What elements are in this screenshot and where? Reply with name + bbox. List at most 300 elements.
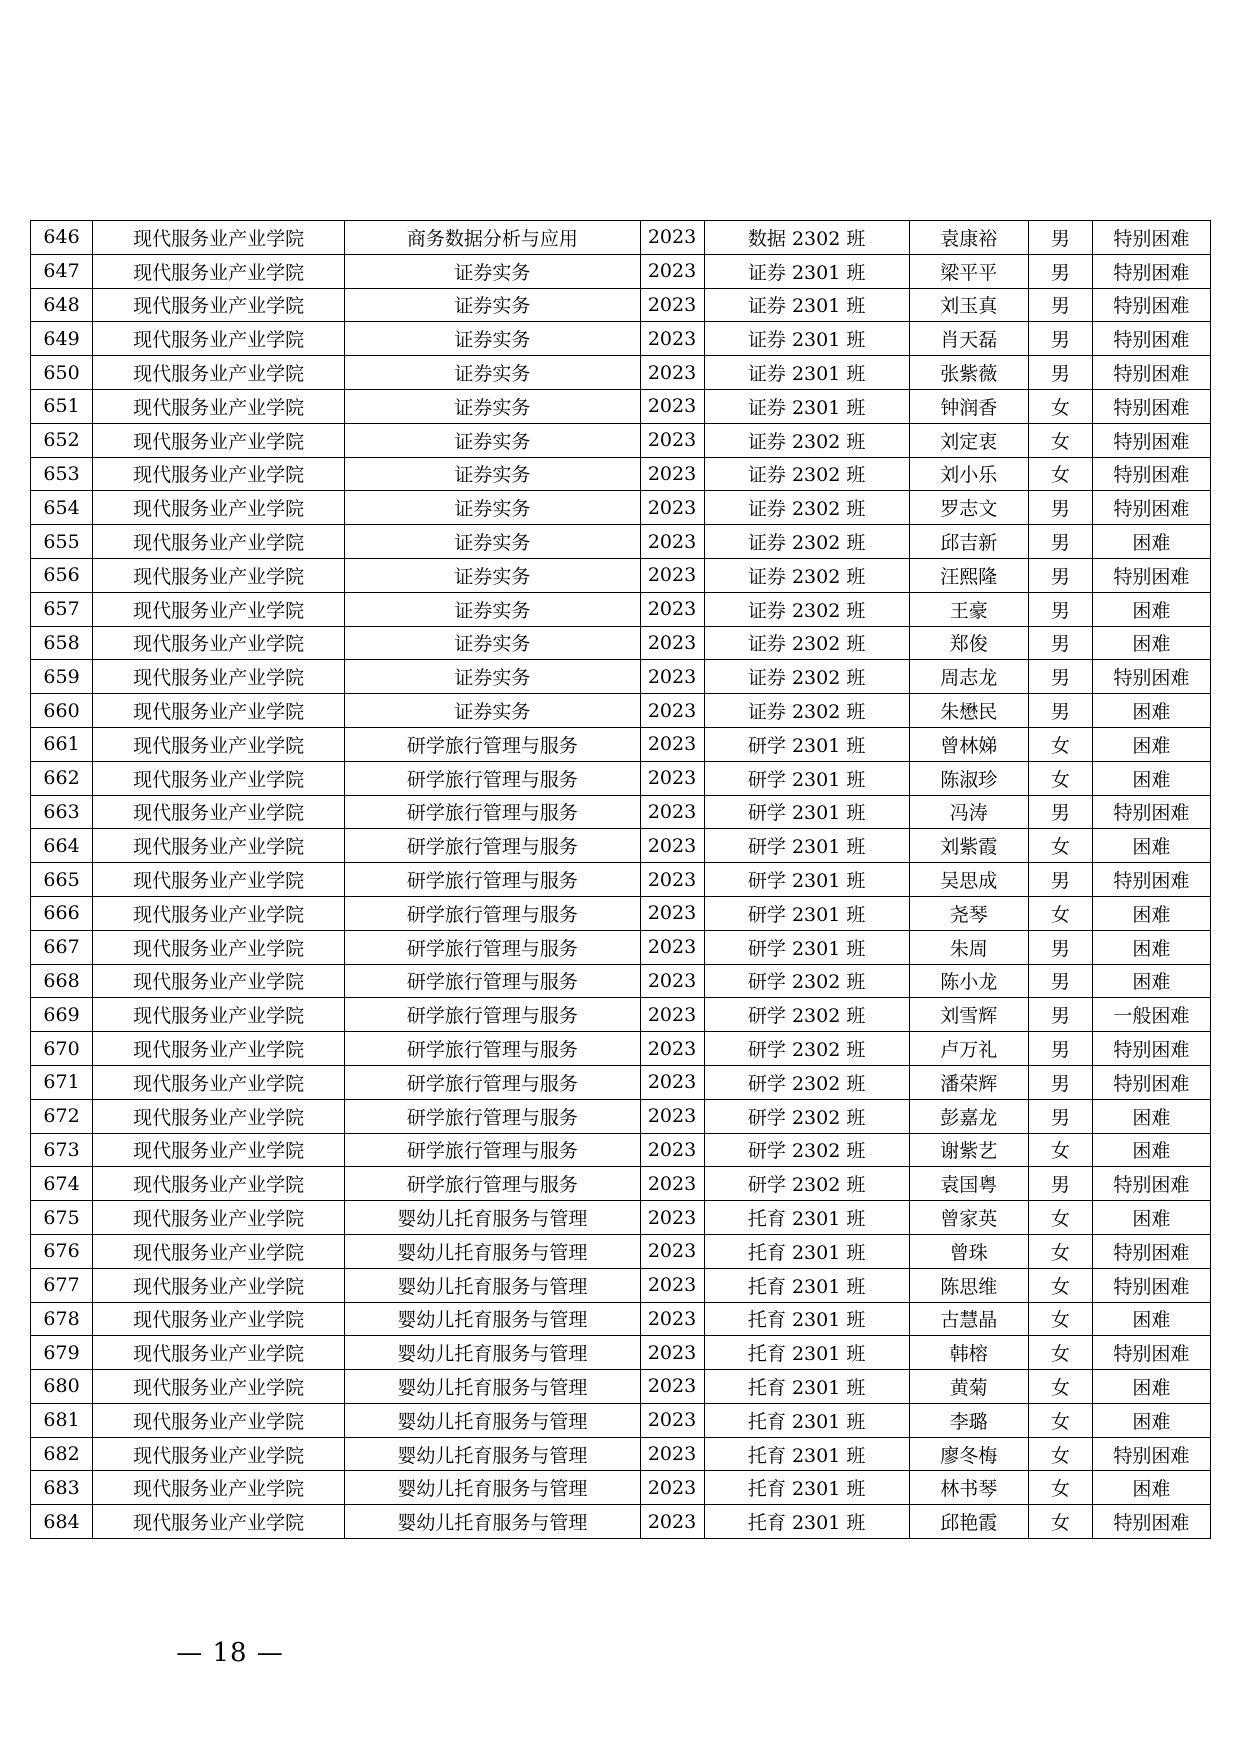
table-row bbox=[31, 694, 1211, 728]
class-cell: 托育 2301 班 bbox=[704, 1437, 909, 1471]
class-cell: 研学 2301 班 bbox=[704, 863, 909, 897]
name-cell: 肖天磊 bbox=[909, 322, 1028, 356]
table-row bbox=[31, 1437, 1211, 1471]
difficulty-level-cell: 困难 bbox=[1092, 626, 1210, 660]
class-cell: 证券 2301 班 bbox=[704, 288, 909, 322]
name-cell: 钟润香 bbox=[909, 389, 1028, 423]
college-cell: 现代服务业产业学院 bbox=[93, 761, 345, 795]
year-cell: 2023 bbox=[640, 1437, 704, 1471]
college-cell: 现代服务业产业学院 bbox=[93, 491, 345, 525]
major-cell: 婴幼儿托育服务与管理 bbox=[345, 1234, 640, 1268]
year-cell: 2023 bbox=[640, 660, 704, 694]
class-cell: 研学 2302 班 bbox=[704, 1167, 909, 1201]
table-row bbox=[31, 558, 1211, 592]
row-number: 659 bbox=[31, 660, 93, 694]
difficulty-level-cell: 特别困难 bbox=[1092, 1065, 1210, 1099]
gender-cell: 女 bbox=[1028, 761, 1092, 795]
college-cell: 现代服务业产业学院 bbox=[93, 525, 345, 559]
name-cell: 曾珠 bbox=[909, 1234, 1028, 1268]
year-cell: 2023 bbox=[640, 1302, 704, 1336]
gender-cell: 男 bbox=[1028, 626, 1092, 660]
row-number: 669 bbox=[31, 998, 93, 1032]
difficulty-level-cell: 特别困难 bbox=[1092, 1505, 1210, 1539]
table-row bbox=[31, 795, 1211, 829]
year-cell: 2023 bbox=[640, 1336, 704, 1370]
row-number: 668 bbox=[31, 964, 93, 998]
college-cell: 现代服务业产业学院 bbox=[93, 795, 345, 829]
row-number: 646 bbox=[31, 221, 93, 255]
year-cell: 2023 bbox=[640, 491, 704, 525]
major-cell: 证券实务 bbox=[345, 525, 640, 559]
name-cell: 刘小乐 bbox=[909, 457, 1028, 491]
difficulty-level-cell: 特别困难 bbox=[1092, 795, 1210, 829]
row-number: 661 bbox=[31, 727, 93, 761]
name-cell: 朱周 bbox=[909, 930, 1028, 964]
year-cell: 2023 bbox=[640, 829, 704, 863]
table-row bbox=[31, 660, 1211, 694]
class-cell: 研学 2302 班 bbox=[704, 998, 909, 1032]
gender-cell: 女 bbox=[1028, 1437, 1092, 1471]
class-cell: 证券 2301 班 bbox=[704, 389, 909, 423]
table-row bbox=[31, 761, 1211, 795]
major-cell: 婴幼儿托育服务与管理 bbox=[345, 1302, 640, 1336]
gender-cell: 女 bbox=[1028, 1302, 1092, 1336]
class-cell: 托育 2301 班 bbox=[704, 1268, 909, 1302]
major-cell: 研学旅行管理与服务 bbox=[345, 1065, 640, 1099]
major-cell: 婴幼儿托育服务与管理 bbox=[345, 1336, 640, 1370]
row-number: 657 bbox=[31, 592, 93, 626]
class-cell: 证券 2301 班 bbox=[704, 322, 909, 356]
name-cell: 李璐 bbox=[909, 1403, 1028, 1437]
college-cell: 现代服务业产业学院 bbox=[93, 1505, 345, 1539]
table-row bbox=[31, 1336, 1211, 1370]
name-cell: 吴思成 bbox=[909, 863, 1028, 897]
row-number: 664 bbox=[31, 829, 93, 863]
college-cell: 现代服务业产业学院 bbox=[93, 221, 345, 255]
difficulty-level-cell: 困难 bbox=[1092, 694, 1210, 728]
name-cell: 陈思维 bbox=[909, 1268, 1028, 1302]
major-cell: 证券实务 bbox=[345, 389, 640, 423]
row-number: 658 bbox=[31, 626, 93, 660]
difficulty-level-cell: 特别困难 bbox=[1092, 660, 1210, 694]
class-cell: 研学 2302 班 bbox=[704, 1133, 909, 1167]
class-cell: 托育 2301 班 bbox=[704, 1403, 909, 1437]
class-cell: 证券 2302 班 bbox=[704, 558, 909, 592]
name-cell: 陈小龙 bbox=[909, 964, 1028, 998]
table-row bbox=[31, 221, 1211, 255]
year-cell: 2023 bbox=[640, 1505, 704, 1539]
name-cell: 谢紫艺 bbox=[909, 1133, 1028, 1167]
difficulty-level-cell: 困难 bbox=[1092, 1302, 1210, 1336]
year-cell: 2023 bbox=[640, 1099, 704, 1133]
year-cell: 2023 bbox=[640, 1167, 704, 1201]
name-cell: 林书琴 bbox=[909, 1471, 1028, 1505]
gender-cell: 男 bbox=[1028, 525, 1092, 559]
college-cell: 现代服务业产业学院 bbox=[93, 558, 345, 592]
table-row bbox=[31, 998, 1211, 1032]
table-row bbox=[31, 964, 1211, 998]
difficulty-level-cell: 困难 bbox=[1092, 1201, 1210, 1235]
year-cell: 2023 bbox=[640, 525, 704, 559]
student-aid-table bbox=[30, 220, 1211, 1539]
year-cell: 2023 bbox=[640, 558, 704, 592]
row-number: 683 bbox=[31, 1471, 93, 1505]
gender-cell: 男 bbox=[1028, 1167, 1092, 1201]
college-cell: 现代服务业产业学院 bbox=[93, 423, 345, 457]
row-number: 671 bbox=[31, 1065, 93, 1099]
name-cell: 曾林娣 bbox=[909, 727, 1028, 761]
gender-cell: 女 bbox=[1028, 1133, 1092, 1167]
table-row bbox=[31, 829, 1211, 863]
gender-cell: 男 bbox=[1028, 288, 1092, 322]
year-cell: 2023 bbox=[640, 1234, 704, 1268]
class-cell: 证券 2301 班 bbox=[704, 356, 909, 390]
table-row bbox=[31, 288, 1211, 322]
row-number: 673 bbox=[31, 1133, 93, 1167]
table-row bbox=[31, 1032, 1211, 1066]
class-cell: 托育 2301 班 bbox=[704, 1370, 909, 1404]
college-cell: 现代服务业产业学院 bbox=[93, 1268, 345, 1302]
row-number: 650 bbox=[31, 356, 93, 390]
year-cell: 2023 bbox=[640, 592, 704, 626]
difficulty-level-cell: 一般困难 bbox=[1092, 998, 1210, 1032]
gender-cell: 男 bbox=[1028, 1032, 1092, 1066]
major-cell: 证券实务 bbox=[345, 592, 640, 626]
class-cell: 研学 2301 班 bbox=[704, 896, 909, 930]
name-cell: 潘荣辉 bbox=[909, 1065, 1028, 1099]
table-row bbox=[31, 254, 1211, 288]
row-number: 666 bbox=[31, 896, 93, 930]
year-cell: 2023 bbox=[640, 1471, 704, 1505]
college-cell: 现代服务业产业学院 bbox=[93, 1471, 345, 1505]
major-cell: 研学旅行管理与服务 bbox=[345, 1167, 640, 1201]
table-row bbox=[31, 1167, 1211, 1201]
name-cell: 韩榕 bbox=[909, 1336, 1028, 1370]
name-cell: 王豪 bbox=[909, 592, 1028, 626]
gender-cell: 女 bbox=[1028, 1403, 1092, 1437]
difficulty-level-cell: 困难 bbox=[1092, 727, 1210, 761]
college-cell: 现代服务业产业学院 bbox=[93, 964, 345, 998]
name-cell: 刘雪辉 bbox=[909, 998, 1028, 1032]
gender-cell: 男 bbox=[1028, 998, 1092, 1032]
name-cell: 刘玉真 bbox=[909, 288, 1028, 322]
major-cell: 婴幼儿托育服务与管理 bbox=[345, 1268, 640, 1302]
college-cell: 现代服务业产业学院 bbox=[93, 1201, 345, 1235]
table-row bbox=[31, 1505, 1211, 1539]
difficulty-level-cell: 特别困难 bbox=[1092, 1268, 1210, 1302]
class-cell: 证券 2302 班 bbox=[704, 491, 909, 525]
row-number: 662 bbox=[31, 761, 93, 795]
table-row bbox=[31, 1201, 1211, 1235]
major-cell: 证券实务 bbox=[345, 626, 640, 660]
row-number: 649 bbox=[31, 322, 93, 356]
table-row bbox=[31, 896, 1211, 930]
name-cell: 黄菊 bbox=[909, 1370, 1028, 1404]
year-cell: 2023 bbox=[640, 626, 704, 660]
major-cell: 婴幼儿托育服务与管理 bbox=[345, 1403, 640, 1437]
major-cell: 婴幼儿托育服务与管理 bbox=[345, 1505, 640, 1539]
difficulty-level-cell: 特别困难 bbox=[1092, 389, 1210, 423]
college-cell: 现代服务业产业学院 bbox=[93, 694, 345, 728]
name-cell: 袁康裕 bbox=[909, 221, 1028, 255]
difficulty-level-cell: 特别困难 bbox=[1092, 491, 1210, 525]
difficulty-level-cell: 困难 bbox=[1092, 1403, 1210, 1437]
year-cell: 2023 bbox=[640, 457, 704, 491]
year-cell: 2023 bbox=[640, 1133, 704, 1167]
difficulty-level-cell: 特别困难 bbox=[1092, 1032, 1210, 1066]
class-cell: 研学 2301 班 bbox=[704, 829, 909, 863]
gender-cell: 女 bbox=[1028, 1336, 1092, 1370]
major-cell: 证券实务 bbox=[345, 660, 640, 694]
gender-cell: 男 bbox=[1028, 863, 1092, 897]
page-number: — 18 — bbox=[176, 1638, 284, 1668]
row-number: 663 bbox=[31, 795, 93, 829]
row-number: 679 bbox=[31, 1336, 93, 1370]
row-number: 652 bbox=[31, 423, 93, 457]
difficulty-level-cell: 困难 bbox=[1092, 761, 1210, 795]
year-cell: 2023 bbox=[640, 221, 704, 255]
college-cell: 现代服务业产业学院 bbox=[93, 288, 345, 322]
gender-cell: 男 bbox=[1028, 558, 1092, 592]
row-number: 675 bbox=[31, 1201, 93, 1235]
college-cell: 现代服务业产业学院 bbox=[93, 1133, 345, 1167]
difficulty-level-cell: 特别困难 bbox=[1092, 221, 1210, 255]
difficulty-level-cell: 困难 bbox=[1092, 1133, 1210, 1167]
college-cell: 现代服务业产业学院 bbox=[93, 1032, 345, 1066]
college-cell: 现代服务业产业学院 bbox=[93, 998, 345, 1032]
gender-cell: 男 bbox=[1028, 592, 1092, 626]
gender-cell: 女 bbox=[1028, 1268, 1092, 1302]
gender-cell: 女 bbox=[1028, 423, 1092, 457]
college-cell: 现代服务业产业学院 bbox=[93, 254, 345, 288]
table-row bbox=[31, 1370, 1211, 1404]
row-number: 655 bbox=[31, 525, 93, 559]
row-number: 672 bbox=[31, 1099, 93, 1133]
gender-cell: 男 bbox=[1028, 1065, 1092, 1099]
class-cell: 托育 2301 班 bbox=[704, 1201, 909, 1235]
name-cell: 郑俊 bbox=[909, 626, 1028, 660]
major-cell: 研学旅行管理与服务 bbox=[345, 727, 640, 761]
class-cell: 托育 2301 班 bbox=[704, 1471, 909, 1505]
class-cell: 研学 2302 班 bbox=[704, 1065, 909, 1099]
name-cell: 冯涛 bbox=[909, 795, 1028, 829]
major-cell: 证券实务 bbox=[345, 491, 640, 525]
difficulty-level-cell: 困难 bbox=[1092, 1370, 1210, 1404]
difficulty-level-cell: 特别困难 bbox=[1092, 1167, 1210, 1201]
year-cell: 2023 bbox=[640, 356, 704, 390]
year-cell: 2023 bbox=[640, 727, 704, 761]
difficulty-level-cell: 特别困难 bbox=[1092, 1336, 1210, 1370]
college-cell: 现代服务业产业学院 bbox=[93, 356, 345, 390]
difficulty-level-cell: 特别困难 bbox=[1092, 558, 1210, 592]
difficulty-level-cell: 特别困难 bbox=[1092, 288, 1210, 322]
major-cell: 研学旅行管理与服务 bbox=[345, 896, 640, 930]
row-number: 653 bbox=[31, 457, 93, 491]
year-cell: 2023 bbox=[640, 761, 704, 795]
gender-cell: 男 bbox=[1028, 322, 1092, 356]
table-row bbox=[31, 525, 1211, 559]
gender-cell: 男 bbox=[1028, 694, 1092, 728]
gender-cell: 男 bbox=[1028, 491, 1092, 525]
major-cell: 婴幼儿托育服务与管理 bbox=[345, 1370, 640, 1404]
row-number: 684 bbox=[31, 1505, 93, 1539]
college-cell: 现代服务业产业学院 bbox=[93, 930, 345, 964]
difficulty-level-cell: 困难 bbox=[1092, 964, 1210, 998]
college-cell: 现代服务业产业学院 bbox=[93, 1234, 345, 1268]
difficulty-level-cell: 困难 bbox=[1092, 829, 1210, 863]
year-cell: 2023 bbox=[640, 423, 704, 457]
college-cell: 现代服务业产业学院 bbox=[93, 660, 345, 694]
college-cell: 现代服务业产业学院 bbox=[93, 457, 345, 491]
table-row bbox=[31, 592, 1211, 626]
difficulty-level-cell: 特别困难 bbox=[1092, 1437, 1210, 1471]
gender-cell: 女 bbox=[1028, 829, 1092, 863]
table-row bbox=[31, 1268, 1211, 1302]
college-cell: 现代服务业产业学院 bbox=[93, 863, 345, 897]
college-cell: 现代服务业产业学院 bbox=[93, 1302, 345, 1336]
year-cell: 2023 bbox=[640, 863, 704, 897]
major-cell: 研学旅行管理与服务 bbox=[345, 998, 640, 1032]
table-row bbox=[31, 322, 1211, 356]
row-number: 665 bbox=[31, 863, 93, 897]
name-cell: 汪熙隆 bbox=[909, 558, 1028, 592]
major-cell: 研学旅行管理与服务 bbox=[345, 930, 640, 964]
row-number: 667 bbox=[31, 930, 93, 964]
gender-cell: 女 bbox=[1028, 1505, 1092, 1539]
class-cell: 证券 2302 班 bbox=[704, 694, 909, 728]
row-number: 656 bbox=[31, 558, 93, 592]
table-row bbox=[31, 1099, 1211, 1133]
major-cell: 研学旅行管理与服务 bbox=[345, 964, 640, 998]
year-cell: 2023 bbox=[640, 1032, 704, 1066]
difficulty-level-cell: 困难 bbox=[1092, 896, 1210, 930]
row-number: 682 bbox=[31, 1437, 93, 1471]
table-row bbox=[31, 1403, 1211, 1437]
major-cell: 证券实务 bbox=[345, 322, 640, 356]
class-cell: 证券 2302 班 bbox=[704, 457, 909, 491]
class-cell: 证券 2302 班 bbox=[704, 626, 909, 660]
gender-cell: 女 bbox=[1028, 457, 1092, 491]
year-cell: 2023 bbox=[640, 930, 704, 964]
name-cell: 卢万礼 bbox=[909, 1032, 1028, 1066]
row-number: 654 bbox=[31, 491, 93, 525]
major-cell: 婴幼儿托育服务与管理 bbox=[345, 1471, 640, 1505]
major-cell: 证券实务 bbox=[345, 457, 640, 491]
row-number: 660 bbox=[31, 694, 93, 728]
row-number: 677 bbox=[31, 1268, 93, 1302]
year-cell: 2023 bbox=[640, 254, 704, 288]
name-cell: 梁平平 bbox=[909, 254, 1028, 288]
gender-cell: 男 bbox=[1028, 930, 1092, 964]
class-cell: 研学 2301 班 bbox=[704, 930, 909, 964]
row-number: 651 bbox=[31, 389, 93, 423]
major-cell: 证券实务 bbox=[345, 254, 640, 288]
gender-cell: 女 bbox=[1028, 1471, 1092, 1505]
name-cell: 邱艳霞 bbox=[909, 1505, 1028, 1539]
class-cell: 研学 2301 班 bbox=[704, 795, 909, 829]
difficulty-level-cell: 特别困难 bbox=[1092, 322, 1210, 356]
college-cell: 现代服务业产业学院 bbox=[93, 1370, 345, 1404]
major-cell: 商务数据分析与应用 bbox=[345, 221, 640, 255]
name-cell: 彭嘉龙 bbox=[909, 1099, 1028, 1133]
year-cell: 2023 bbox=[640, 389, 704, 423]
gender-cell: 女 bbox=[1028, 1234, 1092, 1268]
year-cell: 2023 bbox=[640, 322, 704, 356]
row-number: 681 bbox=[31, 1403, 93, 1437]
class-cell: 数据 2302 班 bbox=[704, 221, 909, 255]
name-cell: 罗志文 bbox=[909, 491, 1028, 525]
class-cell: 研学 2302 班 bbox=[704, 1099, 909, 1133]
gender-cell: 女 bbox=[1028, 896, 1092, 930]
row-number: 678 bbox=[31, 1302, 93, 1336]
major-cell: 研学旅行管理与服务 bbox=[345, 1133, 640, 1167]
year-cell: 2023 bbox=[640, 1065, 704, 1099]
difficulty-level-cell: 特别困难 bbox=[1092, 457, 1210, 491]
gender-cell: 男 bbox=[1028, 254, 1092, 288]
year-cell: 2023 bbox=[640, 1403, 704, 1437]
difficulty-level-cell: 特别困难 bbox=[1092, 423, 1210, 457]
name-cell: 朱懋民 bbox=[909, 694, 1028, 728]
difficulty-level-cell: 特别困难 bbox=[1092, 356, 1210, 390]
gender-cell: 女 bbox=[1028, 1370, 1092, 1404]
college-cell: 现代服务业产业学院 bbox=[93, 1065, 345, 1099]
class-cell: 托育 2301 班 bbox=[704, 1336, 909, 1370]
year-cell: 2023 bbox=[640, 964, 704, 998]
name-cell: 古慧晶 bbox=[909, 1302, 1028, 1336]
name-cell: 曾家英 bbox=[909, 1201, 1028, 1235]
major-cell: 研学旅行管理与服务 bbox=[345, 829, 640, 863]
name-cell: 邱吉新 bbox=[909, 525, 1028, 559]
name-cell: 周志龙 bbox=[909, 660, 1028, 694]
major-cell: 证券实务 bbox=[345, 288, 640, 322]
table-row bbox=[31, 1302, 1211, 1336]
table-row bbox=[31, 356, 1211, 390]
college-cell: 现代服务业产业学院 bbox=[93, 1437, 345, 1471]
gender-cell: 男 bbox=[1028, 356, 1092, 390]
class-cell: 证券 2302 班 bbox=[704, 525, 909, 559]
gender-cell: 女 bbox=[1028, 389, 1092, 423]
gender-cell: 男 bbox=[1028, 1099, 1092, 1133]
college-cell: 现代服务业产业学院 bbox=[93, 389, 345, 423]
class-cell: 研学 2302 班 bbox=[704, 964, 909, 998]
college-cell: 现代服务业产业学院 bbox=[93, 322, 345, 356]
gender-cell: 男 bbox=[1028, 660, 1092, 694]
row-number: 676 bbox=[31, 1234, 93, 1268]
class-cell: 托育 2301 班 bbox=[704, 1302, 909, 1336]
class-cell: 研学 2302 班 bbox=[704, 1032, 909, 1066]
difficulty-level-cell: 困难 bbox=[1092, 1471, 1210, 1505]
row-number: 648 bbox=[31, 288, 93, 322]
year-cell: 2023 bbox=[640, 896, 704, 930]
year-cell: 2023 bbox=[640, 1201, 704, 1235]
major-cell: 证券实务 bbox=[345, 558, 640, 592]
major-cell: 证券实务 bbox=[345, 694, 640, 728]
major-cell: 研学旅行管理与服务 bbox=[345, 1099, 640, 1133]
major-cell: 研学旅行管理与服务 bbox=[345, 795, 640, 829]
major-cell: 婴幼儿托育服务与管理 bbox=[345, 1437, 640, 1471]
table-body bbox=[31, 221, 1211, 1539]
college-cell: 现代服务业产业学院 bbox=[93, 896, 345, 930]
difficulty-level-cell: 困难 bbox=[1092, 1099, 1210, 1133]
class-cell: 证券 2301 班 bbox=[704, 254, 909, 288]
year-cell: 2023 bbox=[640, 795, 704, 829]
table-row bbox=[31, 1234, 1211, 1268]
table-row bbox=[31, 626, 1211, 660]
college-cell: 现代服务业产业学院 bbox=[93, 1403, 345, 1437]
college-cell: 现代服务业产业学院 bbox=[93, 829, 345, 863]
gender-cell: 女 bbox=[1028, 727, 1092, 761]
row-number: 647 bbox=[31, 254, 93, 288]
